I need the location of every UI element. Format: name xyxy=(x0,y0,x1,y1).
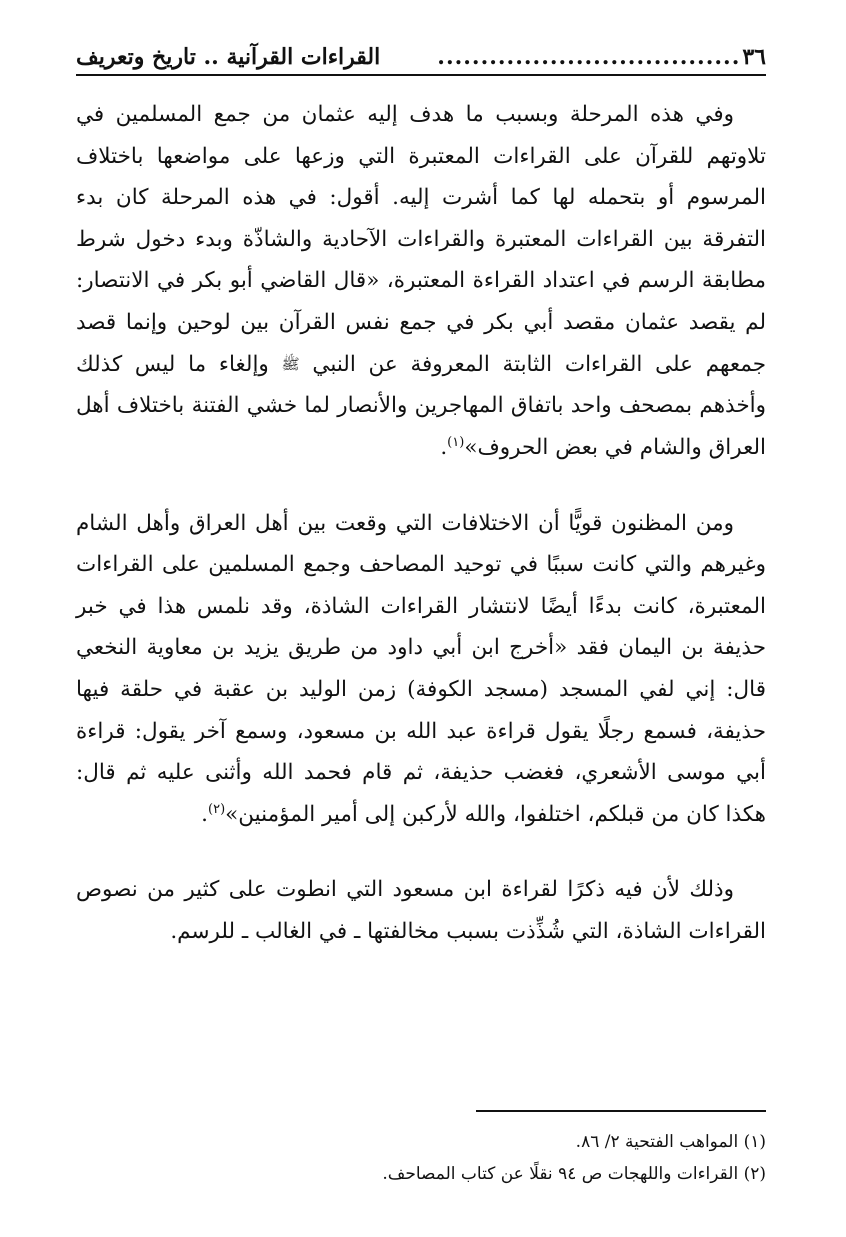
header-dot-leader: ................................... xyxy=(437,44,741,70)
paragraph-1-end: . xyxy=(440,434,448,460)
paragraph-3 xyxy=(76,869,766,952)
footnote-ref-1[interactable]: (١) xyxy=(447,434,465,450)
footnote-2: (٢) القراءات واللهجات ص ٩٤ نقلًا عن كتاب المصاحف. xyxy=(382,1164,766,1184)
book-title: القراءات القرآنية .. تاريخ وتعريف xyxy=(76,44,381,70)
paragraph-2-end: . xyxy=(201,801,208,827)
paragraph-3-text: وذلك لأن فيه ذكرًا لقراءة ابن مسعود التي انطوت على كثير من نصوص القراءات الشاذة، التي شُذِّذت بسبب مخالفتها ـ في الغالب ـ للرسم. xyxy=(76,877,766,944)
footnote-separator xyxy=(476,1110,766,1112)
page-number: ٣٦ xyxy=(742,44,766,70)
footnote-1: (١) المواهب الفتحية ٢/ ٨٦. xyxy=(575,1132,766,1152)
paragraph-1-text-continued: وإلغاء ما ليس كذلك وأخذهم بمصحف واحد باتفاق المهاجرين والأنصار لما خشي الفتنة باختلاف أهل العراق والشام في بعض الحروف» xyxy=(76,351,766,460)
footnotes xyxy=(76,1110,766,1190)
paragraph-1-text: وفي هذه المرحلة وبسبب ما هدف إليه عثمان من جمع المسلمين في تلاوتهم للقرآن على القراءات المعتبرة التي وزعها على مواضعها باختلاف المرسوم أو بتحمله لها كما أشرت إليه. أقول: في هذه المرحلة كان بدء التفرقة بين القراءات المعتبرة والقراءات الآحادية والشاذّة وبدء دخول شرط مطابقة الرسم في اعتداد القراءة المعتبرة، «قال القاضي أبو بكر في الانتصار: لم يقصد عثمان مقصد أبي بكر في جمع نفس القرآن بين لوحين وإنما قصد جمعهم على القراءات الثابتة المعروفة عن النبي xyxy=(76,102,767,377)
running-header xyxy=(76,34,766,76)
salawat-glyph: ﷺ xyxy=(281,354,300,373)
paragraph-1 xyxy=(76,94,766,469)
body-text xyxy=(76,94,766,952)
footnote-ref-2[interactable]: (٢) xyxy=(208,801,226,817)
paragraph-2 xyxy=(76,503,766,836)
paragraph-2-text: ومن المظنون قويًّا أن الاختلافات التي وقعت بين أهل العراق وأهل الشام وغيرهم والتي كانت سببًا في توحيد المصاحف وجمع المسلمين على القراءات المعتبرة، كانت بدءًا أيضًا لانتشار القراءات الشاذة، وقد نلمس هذا في خبر حذيفة بن اليمان فقد «أخرج ابن أبي داود من طريق يزيد بن معاوية النخعي قال: إني لفي المسجد (مسجد الكوفة) زمن الوليد بن عقبة في حلقة فيها حذيفة، فسمع رجلًا يقول قراءة عبد الله بن مسعود، وسمع آخر يقول: قراءة أبي موسى الأشعري، فغضب حذيفة، ثم قام فحمد الله وأثنى عليه ثم قال: هكذا كان من قبلكم، اختلفوا، والله لأركبن إلى أمير المؤمنين» xyxy=(76,510,766,827)
